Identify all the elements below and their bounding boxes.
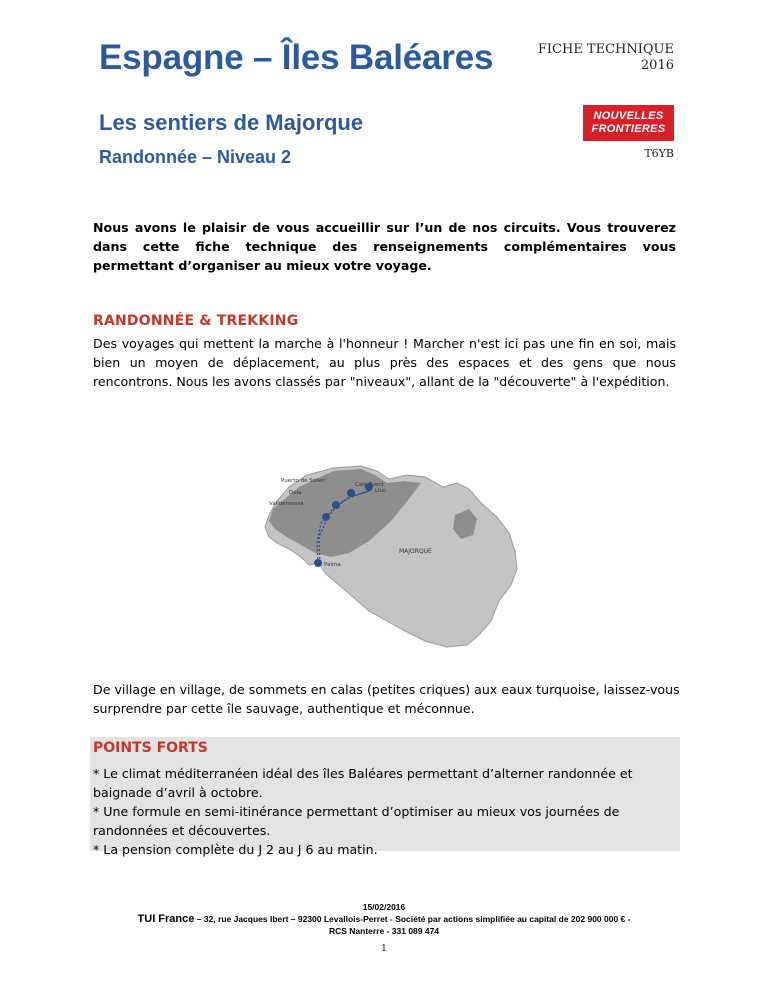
marker-valldemossa xyxy=(322,513,330,521)
points-forts-list xyxy=(93,764,678,859)
label-palma: Palma xyxy=(324,562,341,568)
fiche-year: 2016 xyxy=(640,58,674,73)
section-paragraph: Des voyages qui mettent la marche à l'honneur ! Marcher n'est ici pas une fin en soi, mais bien un moyen de déplacement, au plus près des espaces et des gens que nous rencontrons. Nous les avons classés par "niveaux", allant de la "découverte" à l'expédition. xyxy=(93,336,676,389)
label-cala: Cala Tuent xyxy=(355,482,384,488)
fiche-technique-label xyxy=(538,42,674,74)
map-caption: De village en village, de sommets en calas (petites criques) aux eaux turquoise, laissez-vous surprendre par cette île sauvage, authentique et méconnue. xyxy=(93,682,680,716)
label-deia: Deia xyxy=(289,490,302,496)
footer-company: TUI France xyxy=(137,913,195,925)
logo-line2: FRONTIERES xyxy=(591,123,666,135)
trip-code: T6YB xyxy=(644,147,674,160)
points-forts-title: POINTS FORTS xyxy=(93,740,208,756)
label-island: MAJORQUE xyxy=(399,548,432,555)
nouvelles-frontieres-logo xyxy=(583,105,674,141)
list-item: * Le climat méditerranéen idéal des îles Baléares permettant d’alterner randonnée et baignade d’avril à octobre. xyxy=(93,766,633,800)
map-svg xyxy=(229,425,545,655)
label-lluc: Lluc xyxy=(375,488,387,494)
marker-palma xyxy=(314,559,322,567)
page-number: 1 xyxy=(381,944,387,954)
document-title: Espagne – Îles Baléares xyxy=(99,38,494,77)
footer-company-line xyxy=(0,913,768,925)
label-puerto: Puerto de Soller xyxy=(281,478,325,484)
intro-paragraph: Nous avons le plaisir de vous accueillir sur l’un de nos circuits. Vous trouverez dans cette fiche technique des renseignements complémentaires vous permettant d’organiser au mieux votre voyage. xyxy=(93,220,676,273)
marker-puerto xyxy=(347,489,355,497)
footer-address: – 32, rue Jacques Ibert – 92300 Levallois-Perret - Société par actions simplifiée au capital de 202 900 000 € - xyxy=(194,914,631,924)
trip-subtitle: Les sentiers de Majorque xyxy=(99,110,364,135)
footer-rcs: RCS Nanterre - 331 089 474 xyxy=(328,926,440,936)
marker-deia xyxy=(332,501,340,509)
label-valldemossa: Valldemossa xyxy=(269,501,304,507)
logo-line1: NOUVELLES xyxy=(593,110,664,122)
list-item: * La pension complète du J 2 au J 6 au matin. xyxy=(93,842,378,857)
footer xyxy=(0,901,768,937)
footer-date: 15/02/2016 xyxy=(362,902,406,912)
list-item: * Une formule en semi-itinérance permettant d’optimiser au mieux vos journées de randonnées et découvertes. xyxy=(93,804,620,838)
trip-level: Randonnée – Niveau 2 xyxy=(99,147,292,167)
majorca-map xyxy=(229,425,545,655)
fiche-label-line1: FICHE TECHNIQUE xyxy=(537,42,674,57)
section-title-randonnee: RANDONNÉE & TREKKING xyxy=(93,313,299,329)
